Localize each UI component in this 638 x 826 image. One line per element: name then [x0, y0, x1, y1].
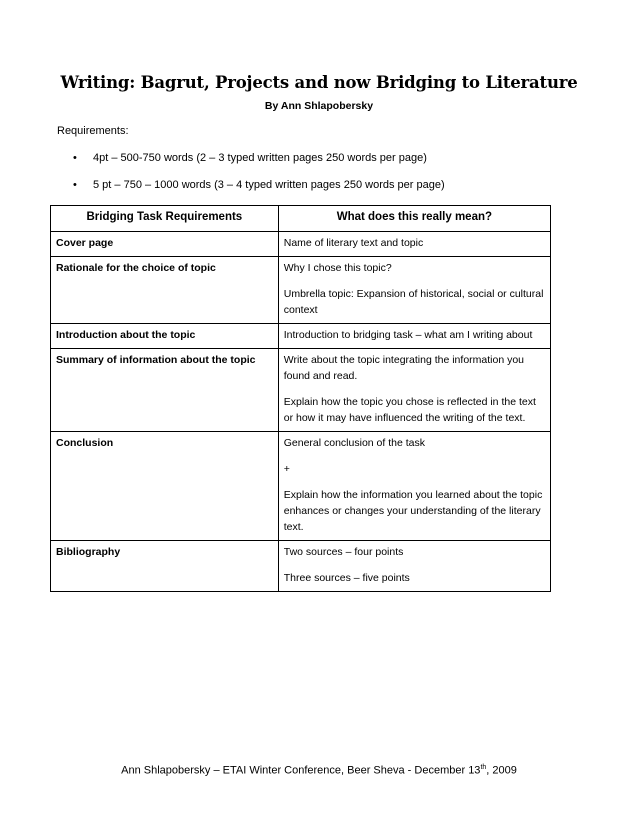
meaning-paragraph: Umbrella topic: Expansion of historical, social or cultural context [283, 288, 544, 316]
requirement-item [73, 152, 445, 179]
requirement-cell: Summary of information about the topic [51, 349, 279, 432]
column-header-meaning: What does this really mean? [278, 206, 550, 232]
meaning-paragraph: Why I chose this topic? [283, 262, 392, 274]
table-row [51, 324, 551, 349]
meaning-paragraph: + [283, 463, 290, 475]
meaning-paragraph: Three sources – five points [283, 572, 410, 584]
meaning-cell [278, 324, 550, 349]
meaning-paragraph: Explain how the information you learned about the topic enhances or changes your understanding of the literary text. [283, 489, 543, 533]
requirement-text: 5 pt – 750 – 1000 words (3 – 4 typed written pages 250 words per page) [93, 179, 445, 191]
requirements-list [73, 152, 445, 206]
meaning-paragraph: General conclusion of the task [283, 437, 425, 449]
footer-year: , 2009 [486, 764, 517, 777]
column-header-requirements: Bridging Task Requirements [51, 206, 279, 232]
requirement-cell: Bibliography [51, 541, 279, 592]
bullet-icon: • [73, 152, 77, 164]
requirement-item [73, 179, 445, 206]
table-row [51, 541, 551, 592]
footer-superscript: th [480, 764, 487, 771]
page-footer [0, 764, 638, 777]
table-row [51, 232, 551, 257]
table-header-row [51, 206, 551, 232]
meaning-cell [278, 232, 550, 257]
table-row [51, 349, 551, 432]
document-title: Writing: Bagrut, Projects and now Bridging to Literature [60, 73, 578, 92]
meaning-cell [278, 432, 550, 541]
table-row [51, 432, 551, 541]
requirements-label: Requirements: [57, 125, 129, 137]
footer-text: Ann Shlapobersky – ETAI Winter Conference, Beer Sheva - December 13 [121, 764, 481, 777]
requirement-text: 4pt – 500-750 words (2 – 3 typed written pages 250 words per page) [93, 152, 427, 164]
requirement-cell: Rationale for the choice of topic [51, 257, 279, 324]
requirement-cell: Conclusion [51, 432, 279, 541]
meaning-paragraph: Introduction to bridging task – what am I writing about [283, 329, 533, 341]
bullet-icon: • [73, 179, 77, 191]
bridging-task-table [50, 205, 551, 592]
meaning-paragraph: Two sources – four points [283, 546, 404, 558]
meaning-cell [278, 257, 550, 324]
meaning-cell [278, 541, 550, 592]
requirement-cell: Introduction about the topic [51, 324, 279, 349]
meaning-cell [278, 349, 550, 432]
document-author: By Ann Shlapobersky [264, 100, 374, 112]
table-row [51, 257, 551, 324]
meaning-paragraph: Name of literary text and topic [283, 237, 424, 249]
meaning-paragraph: Explain how the topic you chose is reflected in the text or how it may have influenced the writing of the text. [283, 396, 536, 424]
meaning-paragraph: Write about the topic integrating the information you found and read. [283, 354, 525, 382]
requirement-cell: Cover page [51, 232, 279, 257]
